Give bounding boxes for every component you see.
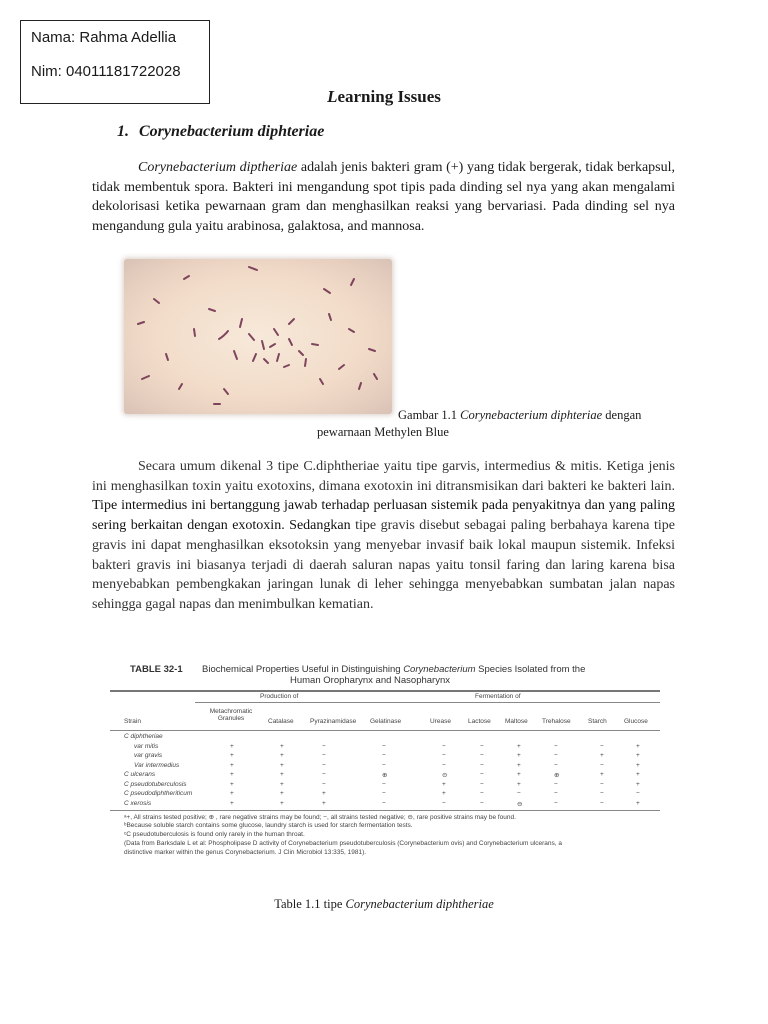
- table-cell: +: [636, 761, 640, 769]
- table-cell: ⊖: [517, 800, 523, 808]
- table-cell: +: [636, 799, 640, 807]
- table-cell: +: [230, 752, 234, 759]
- figure-caption-line2: pewarnaan Methylen Blue: [317, 425, 449, 439]
- table-cell: +: [442, 790, 446, 797]
- table-cell: +: [230, 742, 234, 750]
- table-cell: +: [636, 742, 640, 750]
- table-cell: +: [517, 752, 521, 759]
- table-cell: +: [230, 761, 234, 769]
- table-cell: +: [517, 780, 521, 788]
- table-footnote: (Data from Barksdale L et al: Phospholipase D activity of Corynebacterium pseudotuberculosis (Corynebacterium ovis) and Corynebacterium ulcerans, a: [124, 840, 562, 847]
- table-caption: Table 1.1 tipe Corynebacterium diphtheriae: [274, 897, 494, 911]
- column-header: Urease: [430, 718, 451, 725]
- column-header: Pyrazinamidase: [310, 718, 357, 725]
- column-header: Gelatinase: [370, 718, 402, 725]
- table-footnote: ᵃ+, All strains tested positive; ⊕ , rare negative strains may be found; −, all strains tested negative; ⊖, rare positive strains may be found.: [124, 814, 516, 821]
- table-cell: −: [600, 799, 604, 807]
- table-cell: −: [480, 799, 484, 807]
- table-cell: −: [322, 761, 326, 769]
- table-cell: −: [322, 771, 326, 778]
- table-cell: −: [517, 790, 521, 797]
- paragraph-intro: Corynebacterium diptheriae adalah jenis bakteri gram (+) yang tidak bergerak, tidak berkapsul, tidak membentuk spora. Bakteri ini mengandung spot tipis pada dinding sel nya yang akan mengalami dekolorisasi ketika pewarnaan gram dan menghasilkan reaksi yang bervariasi. Pada dinding sel nya mengandung gula yaitu arabinosa, galaktosa, and mannosa.: [92, 160, 676, 235]
- table-cell: −: [382, 799, 386, 807]
- table-footnote: distinctive marker within the genus Corynebacterium. J Clin Microbiol 13:335, 1981).: [124, 849, 367, 856]
- table-row-strain: var gravis: [134, 752, 163, 759]
- column-header: Catalase: [268, 718, 294, 725]
- table-cell: −: [382, 752, 386, 759]
- table-cell: +: [636, 771, 640, 778]
- table-row-strain: C pseudotuberculosis: [124, 780, 187, 788]
- table-cell: +: [280, 752, 284, 759]
- table-cell: −: [554, 752, 558, 759]
- table-cell: +: [636, 780, 640, 788]
- table-cell: −: [600, 742, 604, 750]
- table-cell: +: [280, 771, 284, 778]
- table-row-strain: Var intermedius: [134, 761, 180, 769]
- table-cell: −: [322, 742, 326, 750]
- table-cell: −: [382, 780, 386, 788]
- table-cell: +: [230, 790, 234, 797]
- table-row-strain: C diphtheriae: [124, 733, 163, 740]
- table-cell: −: [600, 780, 604, 788]
- page-title: Learning Issues: [327, 87, 441, 106]
- table-cell: −: [480, 742, 484, 750]
- biochemical-table-image: TABLE 32-1 Biochemical Properties Useful in Distinguishing Corynebacterium Species Isolated from the Human Oropharynx and Nasopharynx Production of Fermentation of Strain Metachromatic Granules Catalase Pyrazinamidase Gelatinase Urease Lactose Maltose Trehalose Starch Glucose C diphtheriae var mitis + + − − − − + − − + var gravis + + − − − − + − + + Var intermedius + + − − − − + − − + C ulcerans + + − ⊕ ⊝ − + ⊕ + + C pseudotuberculosis + + − − + − + − − + C pseudodiphtheriticum + + + − + − − − − − C xerosis + + + − − − ⊖ − − + ᵃ+, All strains tested positive; ⊕ , rare negative strains may be found; −, all strains tested negative; ⊖, rare positive strains may be found. ᵇBecause soluble starch contains some glucose, laundry starch is used for starch fermentation tests. ᶜC pseudotuberculosis is found only rarely in the human throat. (Data from Barksdale L et al: Phospholipase D activity of Corynebacterium pseudotuberculosis (Corynebacterium ovis) and Corynebacterium ulcerans, a distinctive marker within the genus Corynebacterium. J Clin Microbiol 13:335, 1981).: [110, 660, 660, 870]
- column-header: Strain: [124, 718, 141, 725]
- table-cell: −: [480, 771, 484, 778]
- table-cell: +: [280, 780, 284, 788]
- table-cell: −: [480, 780, 484, 788]
- table-row-strain: C ulcerans: [124, 771, 156, 778]
- table-cell: −: [322, 752, 326, 759]
- student-nim: Nim: 04011181722028: [31, 63, 181, 80]
- table-cell: −: [554, 799, 558, 807]
- table-cell: +: [517, 742, 521, 750]
- column-header: Lactose: [468, 718, 491, 725]
- table-cell: +: [600, 752, 604, 759]
- table-cell: ⊕: [554, 772, 560, 779]
- column-header: Starch: [588, 718, 607, 725]
- table-cell: −: [600, 761, 604, 769]
- table-cell: +: [280, 799, 284, 807]
- table-cell: −: [554, 790, 558, 797]
- column-header: Glucose: [624, 718, 648, 725]
- paragraph-types: Secara umum dikenal 3 tipe C.diphtheriae yaitu tipe garvis, intermedius & mitis. Ketiga jenis ini menghasilkan toxin yaitu exotoxins, dimana exotoxin ini ditransmisikan dari bakteri ke bakteri lain. Tipe intermedius ini bertanggung jawab terhadap perluasan sistemik pada penyakitnya dan yang paling sering berkaitan dengan exotoxin. Sedangkan tipe gravis disebut sebagai paling berbahaya karena tipe gravis ini dapat menghasilkan eksotoksin yang menyebar invasif baik lokal maupun sistemik. Infeksi bakteri gravis ini biasanya terjadi di daerah saluran napas yaitu tonsil faring dan laring karena bisa menyebabkan pembengkakan jaringan lunak di leher sehingga menyebabkan sumbatan jalan napas sehingga gagal napas dan menimbulkan kematian.: [92, 459, 675, 612]
- column-header: Metachromatic Granules: [209, 708, 253, 722]
- table-cell: −: [480, 761, 484, 769]
- table-cell: ⊕: [382, 772, 388, 779]
- table-cell: +: [280, 742, 284, 750]
- table-cell: −: [442, 742, 446, 750]
- table-cell: +: [230, 799, 234, 807]
- table-cell: ⊝: [442, 772, 448, 779]
- table-cell: −: [322, 780, 326, 788]
- table-cell: −: [442, 761, 446, 769]
- table-cell: −: [636, 790, 640, 797]
- table-cell: +: [322, 799, 326, 807]
- table-cell: −: [382, 761, 386, 769]
- table-cell: −: [382, 790, 386, 797]
- table-cell: −: [600, 790, 604, 797]
- table-cell: −: [480, 790, 484, 797]
- table-cell: +: [600, 771, 604, 778]
- bacteria-micrograph: [124, 259, 392, 414]
- table-cell: −: [554, 780, 558, 788]
- table-cell: −: [382, 742, 386, 750]
- table-cell: +: [322, 790, 326, 797]
- table-cell: +: [280, 761, 284, 769]
- bacteria-rods: [124, 259, 392, 414]
- table-footnote: ᵇBecause soluble starch contains some glucose, laundry starch is used for starch fermentation tests.: [124, 822, 413, 829]
- table-cell: +: [280, 790, 284, 797]
- table-row-strain: C xerosis: [124, 799, 152, 807]
- table-cell: −: [554, 761, 558, 769]
- table-cell: +: [230, 780, 234, 788]
- table-footnote: ᶜC pseudotuberculosis is found only rarely in the human throat.: [124, 831, 305, 838]
- table-cell: +: [517, 771, 521, 778]
- table-cell: +: [442, 780, 446, 788]
- table-row-strain: C pseudodiphtheriticum: [124, 790, 193, 797]
- table-cell: −: [442, 799, 446, 807]
- table-cell: −: [442, 752, 446, 759]
- figure-caption-line1: Gambar 1.1 Corynebacterium diphteriae dengan: [398, 408, 642, 422]
- table-cell: +: [517, 761, 521, 769]
- section-heading: 1. Corynebacterium diphteriae: [117, 123, 325, 140]
- table-cell: +: [230, 771, 234, 778]
- table-cell: −: [554, 742, 558, 750]
- table-cell: +: [636, 752, 640, 759]
- column-header: Trehalose: [542, 718, 571, 725]
- student-name: Nama: Rahma Adellia: [31, 29, 177, 46]
- table-row-strain: var mitis: [134, 742, 159, 750]
- column-header: Maltose: [505, 718, 528, 725]
- table-cell: −: [480, 752, 484, 759]
